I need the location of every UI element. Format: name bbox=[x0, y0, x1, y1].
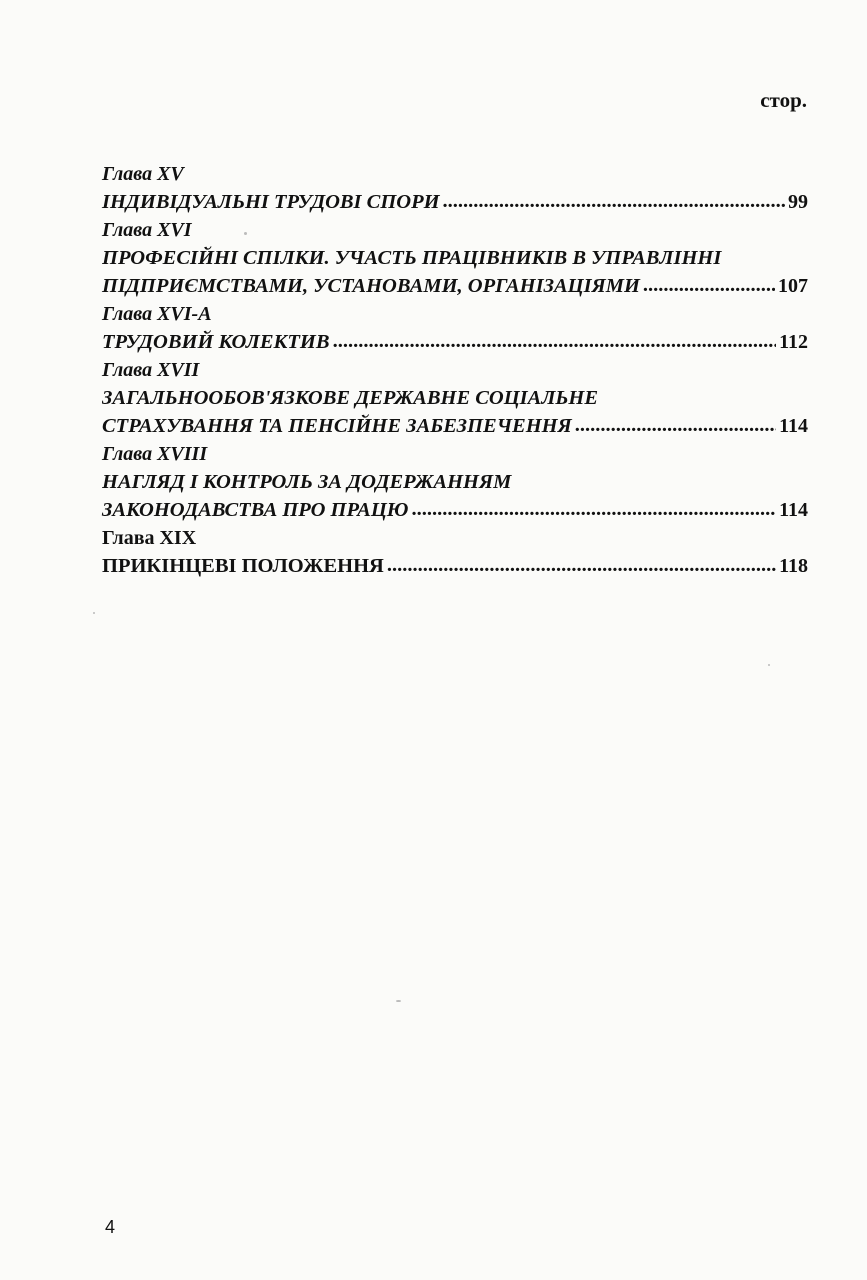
toc-entry bbox=[102, 356, 808, 440]
page-ref: 107 bbox=[778, 275, 808, 297]
chapter-title-line: НАГЛЯД І КОНТРОЛЬ ЗА ДОДЕРЖАННЯМ bbox=[102, 471, 512, 493]
chapter-title: ПРИКІНЦЕВІ ПОЛОЖЕННЯ bbox=[102, 555, 384, 577]
chapter-title: ІНДИВІДУАЛЬНІ ТРУДОВІ СПОРИ bbox=[102, 191, 440, 213]
chapter-label: Глава XVI bbox=[102, 219, 192, 241]
chapter-title: ПІДПРИЄМСТВАМИ, УСТАНОВАМИ, ОРГАНІЗАЦІЯМИ bbox=[102, 275, 640, 297]
table-of-contents bbox=[102, 160, 808, 580]
page-number: 4 bbox=[105, 1217, 116, 1237]
dot-leader bbox=[387, 551, 776, 579]
chapter-title-line: ЗАГАЛЬНООБОВ'ЯЗКОВЕ ДЕРЖАВНЕ СОЦІАЛЬНЕ bbox=[102, 387, 598, 409]
chapter-label: Глава XIX bbox=[102, 527, 197, 549]
dot-leader bbox=[411, 495, 776, 523]
toc-entry-line bbox=[102, 188, 808, 216]
page-ref: 99 bbox=[788, 191, 808, 213]
page-ref: 114 bbox=[779, 415, 808, 437]
toc-entry-line bbox=[102, 552, 808, 580]
toc-entry-line bbox=[102, 496, 808, 524]
toc-entry bbox=[102, 440, 808, 524]
chapter-title: ТРУДОВИЙ КОЛЕКТИВ bbox=[102, 331, 330, 353]
toc-entry-line bbox=[102, 328, 808, 356]
page-ref: 114 bbox=[779, 499, 808, 521]
toc-entry bbox=[102, 160, 808, 216]
page-ref: 118 bbox=[779, 555, 808, 577]
dot-leader bbox=[333, 327, 777, 355]
chapter-title: ЗАКОНОДАВСТВА ПРО ПРАЦЮ bbox=[102, 499, 409, 521]
chapter-title-line: ПРОФЕСІЙНІ СПІЛКИ. УЧАСТЬ ПРАЦІВНИКІВ В УПРАВЛІННІ bbox=[102, 247, 722, 269]
chapter-label: Глава XVI-А bbox=[102, 303, 212, 325]
dot-leader bbox=[443, 187, 785, 215]
toc-entry-line bbox=[102, 272, 808, 300]
toc-entry bbox=[102, 300, 808, 356]
toc-entry bbox=[102, 524, 808, 580]
page-column-header: стор. bbox=[760, 88, 807, 112]
chapter-label: Глава XVII bbox=[102, 359, 200, 381]
chapter-label: Глава XVIII bbox=[102, 443, 208, 465]
chapter-label: Глава XV bbox=[102, 163, 184, 185]
toc-entry bbox=[102, 216, 808, 300]
page-ref: 112 bbox=[779, 331, 808, 353]
chapter-title: СТРАХУВАННЯ ТА ПЕНСІЙНЕ ЗАБЕЗПЕЧЕННЯ bbox=[102, 415, 572, 437]
toc-entry-line bbox=[102, 412, 808, 440]
dot-leader bbox=[643, 271, 775, 299]
dot-leader bbox=[575, 411, 776, 439]
